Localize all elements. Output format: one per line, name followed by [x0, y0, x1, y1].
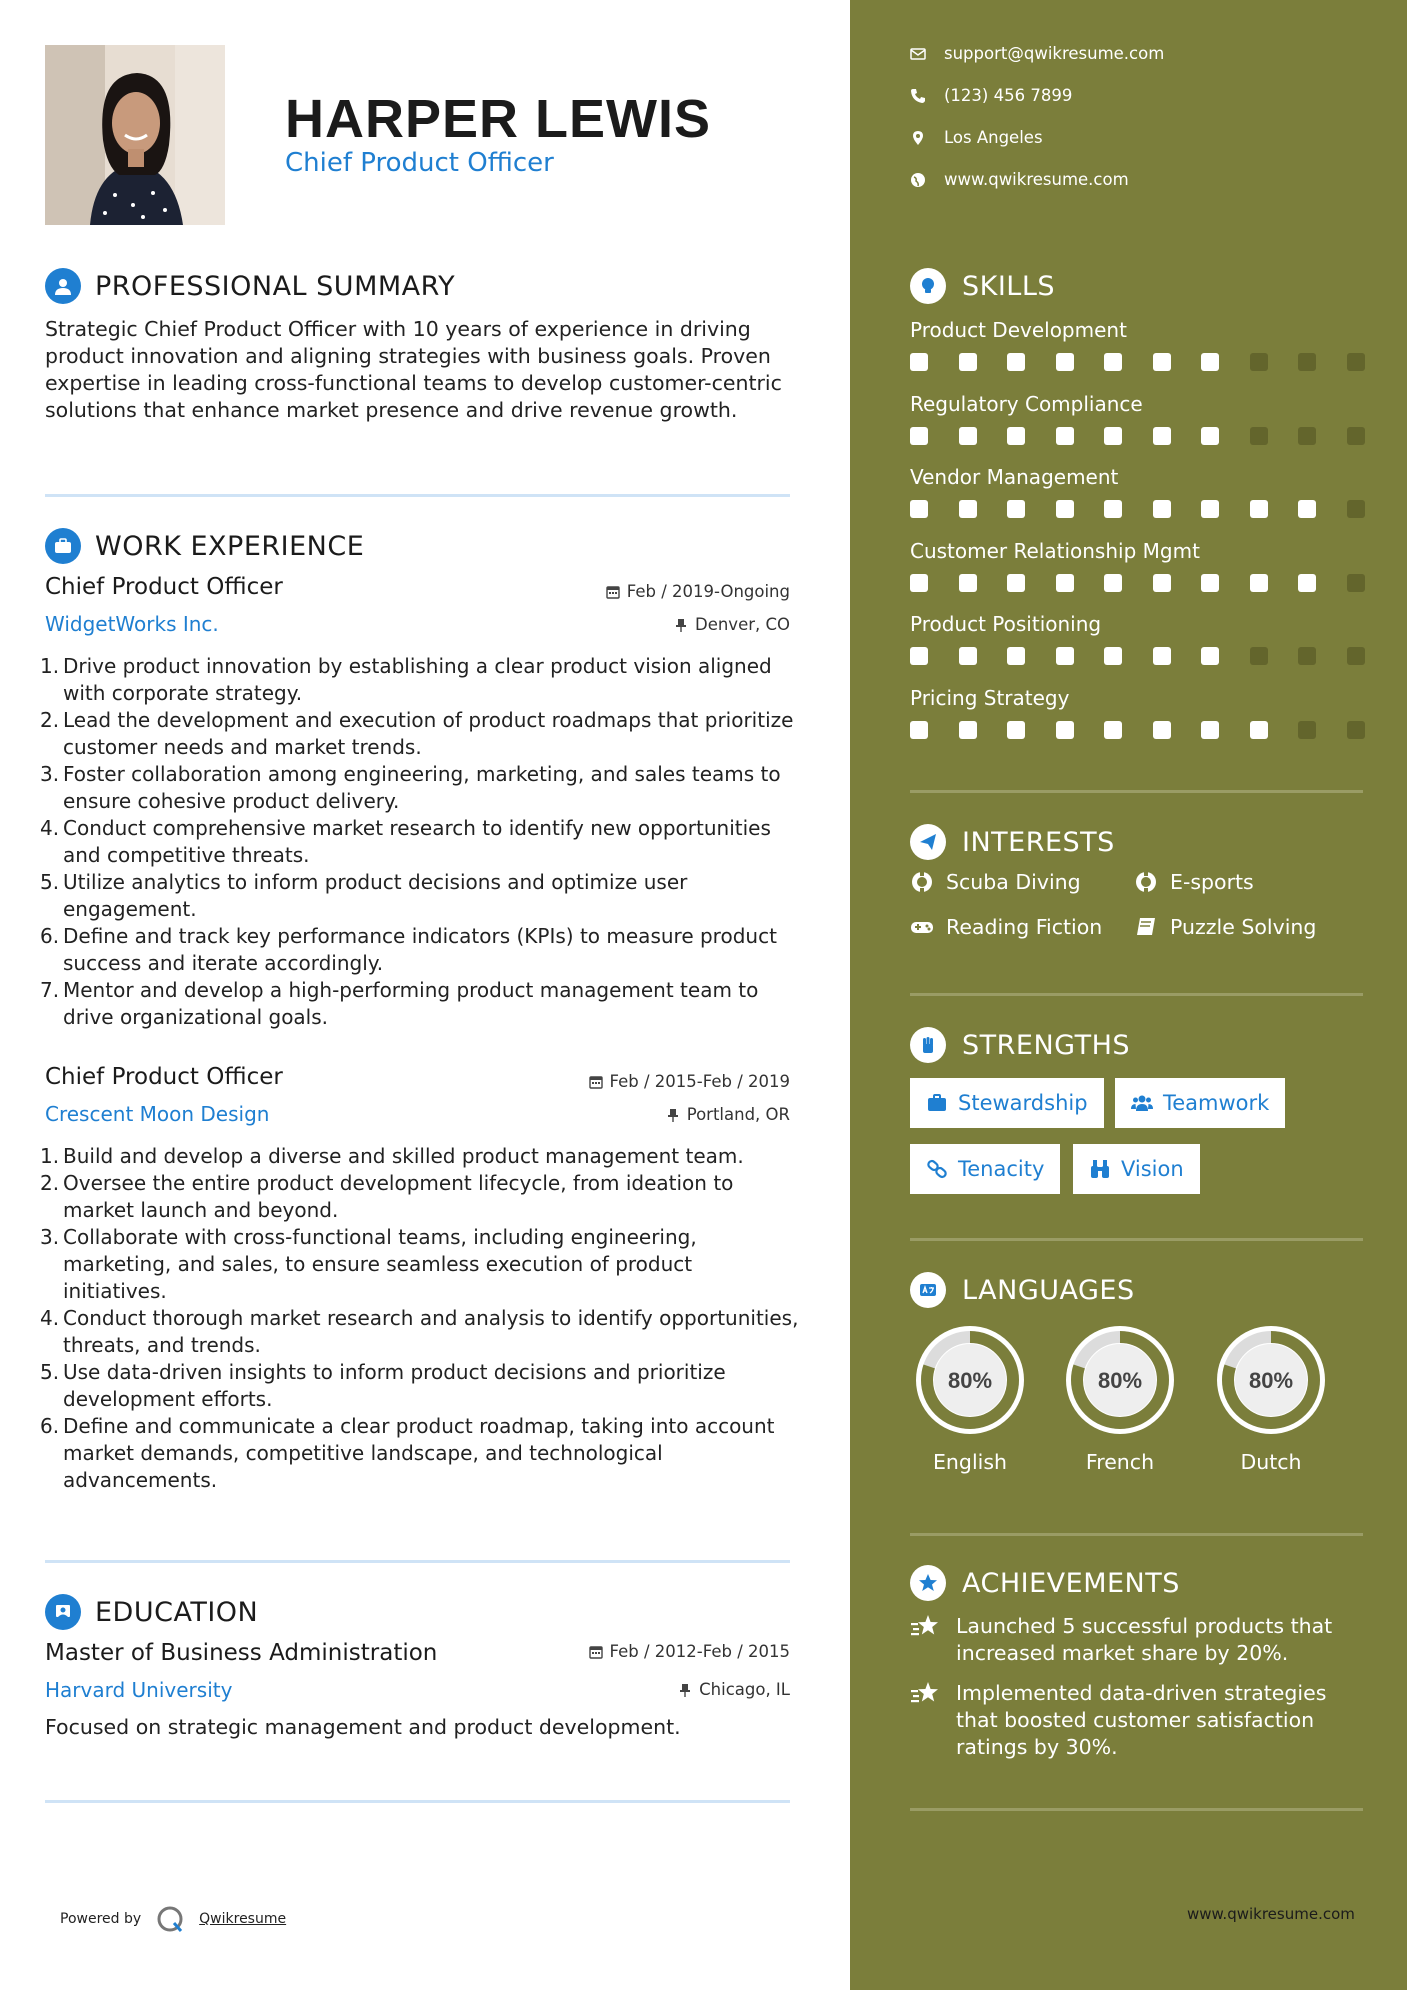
list-item: 2. Oversee the entire product development lifecycle, from ideation to market launch and beyond.	[40, 1171, 734, 1222]
divider	[45, 1560, 790, 1563]
graduation-icon	[45, 1594, 81, 1630]
skill-rating	[910, 427, 1365, 445]
contact-location	[910, 128, 1043, 147]
language-name: French	[1085, 1450, 1155, 1474]
gamepad-icon	[910, 915, 934, 939]
strength-badge	[1115, 1078, 1285, 1128]
skill-dot-filled	[1007, 500, 1025, 518]
skill-dot-empty	[1250, 353, 1268, 371]
job-title: Chief Product Officer	[45, 574, 283, 600]
job-bullets	[40, 653, 800, 1031]
skill-dot-empty	[1347, 721, 1365, 739]
divider	[910, 1533, 1363, 1536]
interest-label: Scuba Diving	[946, 870, 1081, 894]
users-icon	[1131, 1092, 1153, 1114]
skill-dot-filled	[910, 721, 928, 739]
list-item: 3. Foster collaboration among engineering, marketing, and sales teams to ensure cohesive product delivery.	[40, 762, 781, 813]
achievement-item	[910, 1680, 1360, 1761]
skill-dot-filled	[910, 500, 928, 518]
language-item	[1058, 1318, 1182, 1474]
strength-label: Tenacity	[958, 1157, 1045, 1181]
skill-dot-filled	[1007, 721, 1025, 739]
contact-phone-text: (123) 456 7899	[944, 86, 1073, 105]
language-name: Dutch	[1240, 1450, 1302, 1474]
skill-dot-empty	[1347, 500, 1365, 518]
skill-rating	[910, 353, 1365, 371]
interest-label: Puzzle Solving	[1170, 915, 1317, 939]
skill-dot-filled	[1104, 721, 1122, 739]
skill-dot-empty	[1298, 721, 1316, 739]
envelope-icon	[910, 46, 926, 62]
life-ring-icon	[910, 870, 934, 894]
interest-item	[910, 915, 1102, 939]
skill-dot-empty	[1347, 574, 1365, 592]
degree-title: Master of Business Administration	[45, 1640, 438, 1666]
strengths-heading	[910, 1027, 1130, 1063]
list-item: 3. Collaborate with cross-functional teams, including engineering, marketing, and sales, to ensure seamless execution of product initiatives.	[40, 1225, 697, 1303]
education-text: Focused on strategic management and product development.	[45, 1715, 681, 1739]
skill-name: Pricing Strategy	[910, 685, 1070, 710]
skill-dot-filled	[910, 574, 928, 592]
education-heading	[45, 1594, 258, 1630]
contact-website[interactable]	[910, 170, 1129, 189]
skill-dot-filled	[1201, 647, 1219, 665]
skill-dot-filled	[959, 574, 977, 592]
education-title: EDUCATION	[95, 1596, 259, 1628]
achievements-heading	[910, 1565, 1180, 1601]
job-location-text: Denver, CO	[694, 615, 790, 634]
skill-dot-filled	[1104, 574, 1122, 592]
job-location-text: Portland, OR	[686, 1105, 790, 1124]
skill-dot-filled	[1250, 574, 1268, 592]
interest-item	[910, 870, 1081, 894]
divider	[910, 1808, 1363, 1811]
skill-dot-filled	[1056, 353, 1074, 371]
languages-heading	[910, 1272, 1135, 1308]
skill-dot-filled	[910, 427, 928, 445]
strength-badge	[1073, 1144, 1200, 1194]
skill-dot-filled	[1201, 500, 1219, 518]
lightbulb-icon	[910, 268, 946, 304]
contact-location-text: Los Angeles	[944, 128, 1043, 147]
contact-email-text: support@qwikresume.com	[944, 44, 1165, 63]
skill-rating	[910, 721, 1365, 739]
pin-icon	[678, 1683, 692, 1697]
calendar-icon	[589, 1075, 603, 1089]
interests-heading	[910, 824, 1115, 860]
skill-name: Product Positioning	[910, 612, 1102, 636]
language-item	[908, 1318, 1032, 1474]
calendar-icon	[606, 585, 620, 599]
skill-dot-filled	[1201, 427, 1219, 445]
list-item: 4. Conduct comprehensive market research to identify new opportunities and competitive threats.	[40, 816, 771, 867]
achievement-text: Launched 5 successful products that increased market share by 20%.	[956, 1614, 1333, 1665]
divider	[910, 790, 1363, 793]
skill-dot-filled	[959, 353, 977, 371]
list-item: 1. Drive product innovation by establishing a clear product vision aligned with corporate strategy.	[40, 654, 772, 705]
skill-dot-filled	[910, 647, 928, 665]
strength-badge	[910, 1078, 1104, 1128]
star-badge-icon	[910, 1565, 946, 1601]
list-item: 5. Use data-driven insights to inform product decisions and prioritize development efforts.	[40, 1360, 726, 1411]
skills-heading	[910, 268, 1055, 304]
language-progress-ring	[908, 1318, 1032, 1442]
binoculars-icon	[1089, 1158, 1111, 1180]
skill-dot-filled	[1201, 721, 1219, 739]
list-item: 7. Mentor and develop a high-performing product management team to drive organizational goals.	[40, 978, 759, 1029]
job-bullets	[40, 1143, 800, 1494]
list-item: 2. Lead the development and execution of product roadmaps that prioritize customer needs and market trends.	[40, 708, 794, 759]
fist-icon	[910, 1027, 946, 1063]
language-name: English	[932, 1450, 1008, 1474]
skill-dot-filled	[959, 721, 977, 739]
strength-label: Vision	[1121, 1157, 1184, 1181]
skill-dot-filled	[1007, 647, 1025, 665]
summary-text: Strategic Chief Product Officer with 10 years of experience in driving product innovation and aligning strategies with business goals. Proven expertise in leading cross-functional teams to develop customer-centric solutions that enhance market presence and drive revenue growth.	[45, 317, 782, 422]
divider	[45, 1800, 790, 1803]
languages-title: LANGUAGES	[962, 1274, 1135, 1306]
qwikresume-link[interactable]: Qwikresume	[199, 1911, 287, 1927]
summary-title: PROFESSIONAL SUMMARY	[95, 270, 456, 302]
interest-item	[1134, 870, 1254, 894]
phone-icon	[910, 88, 926, 104]
contact-email[interactable]	[910, 44, 1164, 63]
briefcase-icon	[45, 528, 81, 564]
skill-dot-empty	[1347, 647, 1365, 665]
skill-dot-filled	[1153, 500, 1171, 518]
contact-website-text: www.qwikresume.com	[944, 170, 1129, 189]
work-heading	[45, 528, 364, 564]
skill-dot-filled	[1250, 500, 1268, 518]
skill-dot-filled	[910, 353, 928, 371]
job-date	[589, 1072, 790, 1091]
interest-label: E-sports	[1170, 870, 1254, 894]
footer-website[interactable]: www.qwikresume.com	[1187, 1905, 1355, 1923]
skill-dot-filled	[1104, 647, 1122, 665]
education-date	[589, 1642, 790, 1661]
skill-dot-empty	[1298, 647, 1316, 665]
qwikresume-logo-icon	[155, 1904, 185, 1934]
globe-icon	[910, 172, 926, 188]
job-location	[674, 615, 790, 634]
skill-name: Regulatory Compliance	[910, 391, 1143, 416]
paper-plane-icon	[910, 824, 946, 860]
strengths-title: STRENGTHS	[962, 1029, 1131, 1061]
skill-dot-filled	[1056, 721, 1074, 739]
translate-icon	[910, 1272, 946, 1308]
list-item: 5. Utilize analytics to inform product decisions and optimize user engagement.	[40, 870, 688, 921]
skill-dot-filled	[1104, 500, 1122, 518]
skill-dot-filled	[1007, 353, 1025, 371]
skill-dot-filled	[1104, 427, 1122, 445]
skill-rating	[910, 500, 1365, 518]
skills-title: SKILLS	[962, 270, 1056, 302]
skill-dot-filled	[1153, 647, 1171, 665]
list-item: 6. Define and communicate a clear product roadmap, taking into account market demands, competitive landscape, and technological advancements.	[40, 1414, 775, 1492]
language-percent: 80%	[1248, 1368, 1294, 1393]
interests-title: INTERESTS	[962, 826, 1115, 858]
work-title: WORK EXPERIENCE	[95, 530, 365, 562]
interest-label: Reading Fiction	[946, 915, 1103, 939]
job-company: WidgetWorks Inc.	[45, 612, 219, 636]
list-item: 4. Conduct thorough market research and analysis to identify opportunities, threats, and trends.	[40, 1306, 799, 1357]
job-date-text: Feb / 2019-Ongoing	[626, 582, 790, 601]
language-progress-ring	[1058, 1318, 1182, 1442]
skill-name: Vendor Management	[910, 465, 1119, 489]
profile-photo	[45, 45, 225, 225]
book-icon	[1134, 915, 1158, 939]
location-marker-icon	[910, 130, 926, 146]
summary-heading	[45, 268, 455, 304]
strength-badge	[910, 1144, 1060, 1194]
skill-dot-filled	[959, 500, 977, 518]
skill-dot-filled	[1298, 500, 1316, 518]
skill-dot-filled	[1056, 500, 1074, 518]
skill-dot-filled	[1201, 353, 1219, 371]
list-item: 6. Define and track key performance indicators (KPIs) to measure product success and iterate accordingly.	[40, 924, 777, 975]
life-ring-icon	[1134, 870, 1158, 894]
skill-name: Customer Relationship Mgmt	[910, 538, 1200, 563]
job-date-text: Feb / 2015-Feb / 2019	[609, 1072, 790, 1091]
briefcase-icon	[926, 1092, 948, 1114]
job-date	[606, 582, 790, 601]
powered-by	[60, 1904, 286, 1934]
skill-dot-filled	[1056, 647, 1074, 665]
skill-dot-empty	[1347, 427, 1365, 445]
language-percent: 80%	[1097, 1368, 1143, 1393]
skill-dot-empty	[1250, 647, 1268, 665]
link-icon	[926, 1158, 948, 1180]
pin-icon	[666, 1108, 680, 1122]
pin-icon	[674, 618, 688, 632]
skill-dot-empty	[1347, 353, 1365, 371]
skill-rating	[910, 574, 1365, 592]
candidate-name: HARPER LEWIS	[285, 89, 712, 149]
skill-dot-filled	[959, 427, 977, 445]
job-location	[666, 1105, 790, 1124]
candidate-role: Chief Product Officer	[285, 148, 554, 178]
skill-dot-empty	[1298, 353, 1316, 371]
language-item	[1209, 1318, 1333, 1474]
skill-dot-empty	[1298, 427, 1316, 445]
education-location-text: Chicago, IL	[699, 1680, 790, 1699]
skill-dot-filled	[1201, 574, 1219, 592]
education-date-text: Feb / 2012-Feb / 2015	[609, 1642, 790, 1661]
skill-dot-filled	[1153, 427, 1171, 445]
skill-dot-filled	[1104, 353, 1122, 371]
skill-dot-filled	[1153, 574, 1171, 592]
skill-dot-filled	[1056, 427, 1074, 445]
achievement-item	[910, 1613, 1360, 1667]
achievements-title: ACHIEVEMENTS	[962, 1567, 1180, 1599]
language-progress-ring	[1209, 1318, 1333, 1442]
language-percent: 80%	[947, 1368, 993, 1393]
skill-dot-filled	[959, 647, 977, 665]
strength-label: Teamwork	[1163, 1091, 1270, 1115]
school-name: Harvard University	[45, 1678, 233, 1702]
job-company: Crescent Moon Design	[45, 1102, 270, 1126]
skill-dot-filled	[1007, 427, 1025, 445]
contact-phone[interactable]	[910, 86, 1072, 105]
education-location	[678, 1680, 790, 1699]
user-icon	[45, 268, 81, 304]
divider	[910, 993, 1363, 996]
skill-dot-filled	[1056, 574, 1074, 592]
skill-dot-filled	[1153, 353, 1171, 371]
calendar-icon	[589, 1645, 603, 1659]
strength-label: Stewardship	[958, 1091, 1088, 1115]
job-title: Chief Product Officer	[45, 1064, 283, 1090]
skill-dot-filled	[1250, 721, 1268, 739]
skill-dot-empty	[1250, 427, 1268, 445]
powered-by-label: Powered by	[60, 1911, 142, 1927]
list-item: 1. Build and develop a diverse and skilled product management team.	[40, 1144, 744, 1168]
skill-rating	[910, 647, 1365, 665]
star-icon	[910, 1680, 942, 1708]
skill-dot-filled	[1298, 574, 1316, 592]
star-icon	[910, 1613, 942, 1641]
divider	[910, 1238, 1363, 1241]
divider	[45, 494, 790, 497]
achievement-text: Implemented data-driven strategies that boosted customer satisfaction ratings by 30%.	[956, 1681, 1327, 1759]
skill-name: Product Development	[910, 318, 1127, 342]
skill-dot-filled	[1153, 721, 1171, 739]
skill-dot-filled	[1007, 574, 1025, 592]
interest-item	[1134, 915, 1316, 939]
